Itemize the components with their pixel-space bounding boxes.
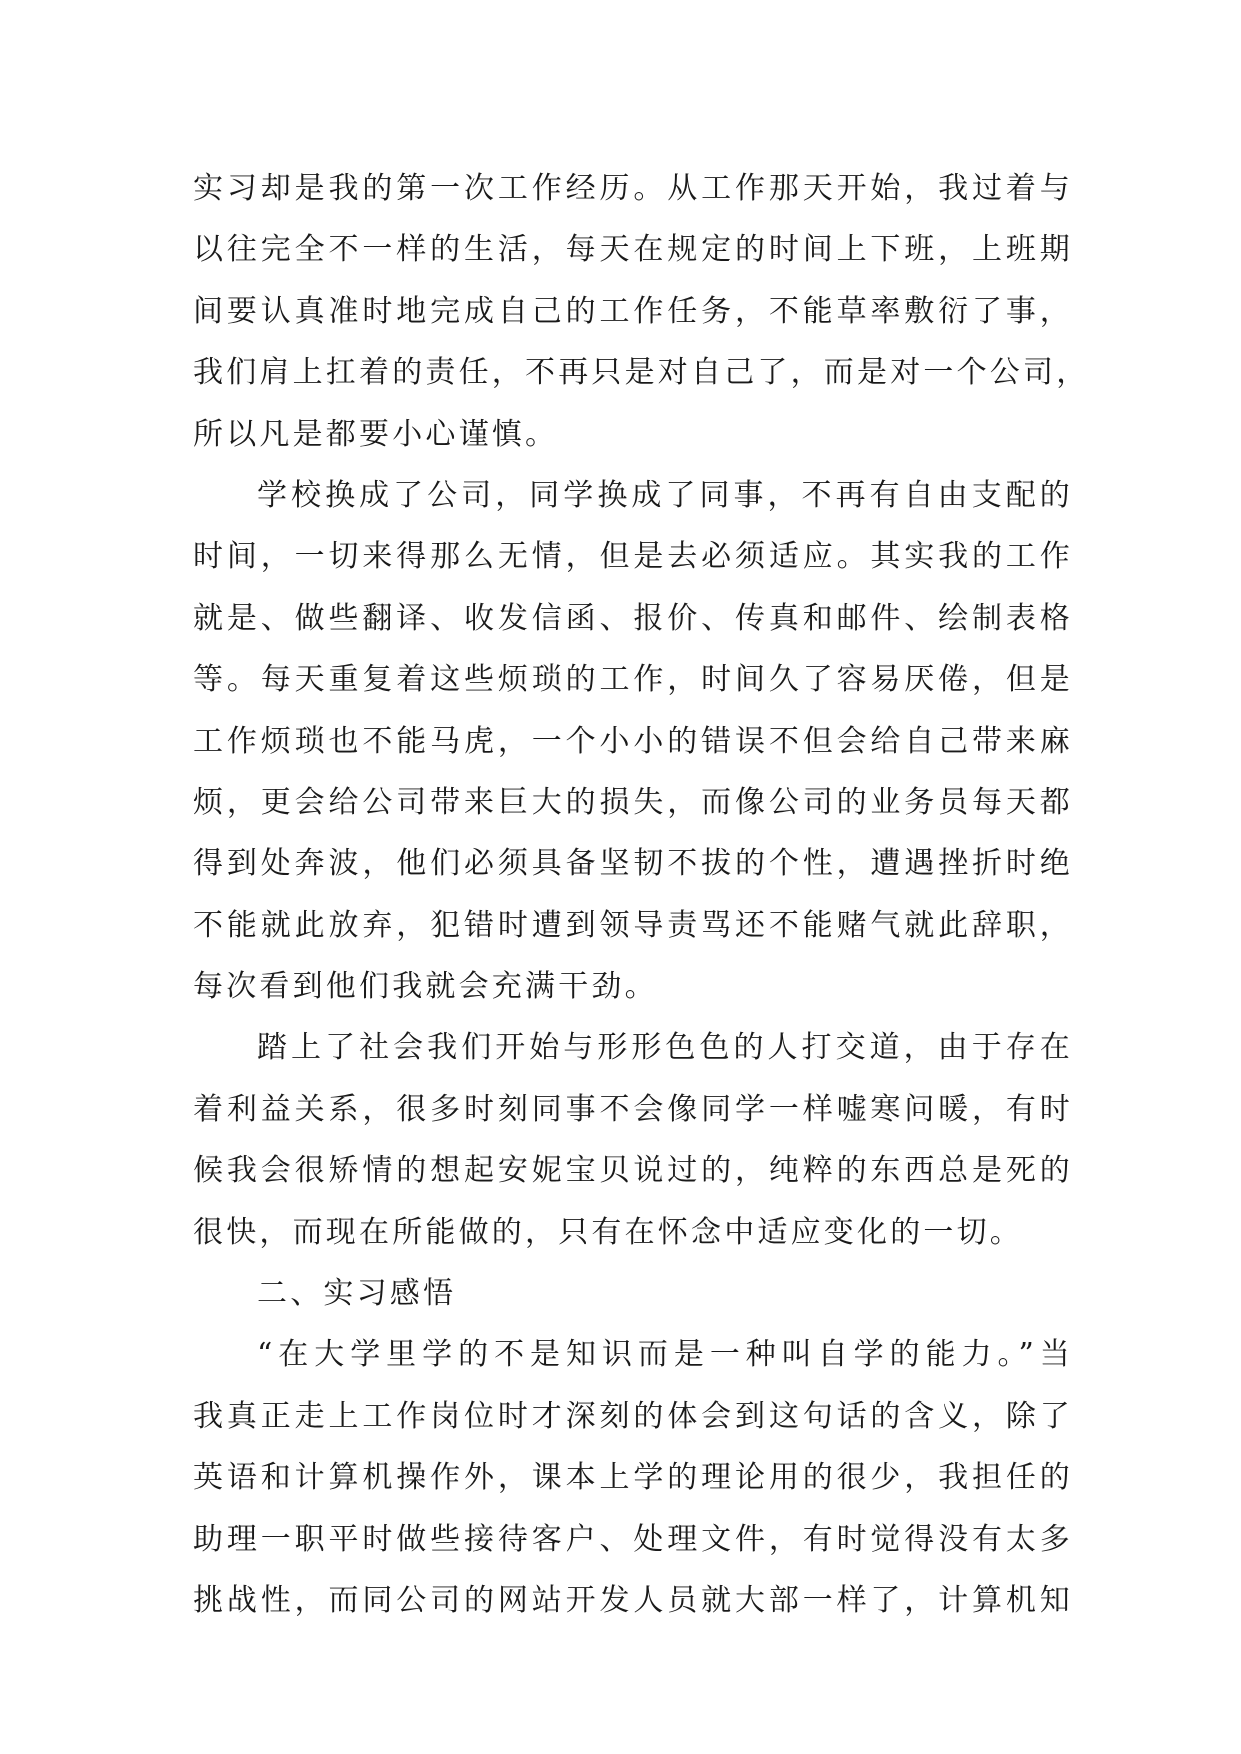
text-line: 候我会很矫情的想起安妮宝贝说过的，纯粹的东西总是死的 (193, 1153, 1073, 1189)
text-line: “在大学里学的不是知识而是一种叫自学的能力。”当 (257, 1337, 1073, 1373)
text-line: 学校换成了公司，同学换成了同事，不再有自由支配的 (257, 477, 1073, 513)
document-body (193, 158, 1090, 1631)
text-line: 以往完全不一样的生活，每天在规定的时间上下班，上班期 (193, 232, 1073, 268)
text-line: 时间，一切来得那么无情，但是去必须适应。其实我的工作 (193, 539, 1073, 575)
text-line: 等。每天重复着这些烦琐的工作，时间久了容易厌倦，但是 (193, 662, 1073, 698)
text-line: 英语和计算机操作外，课本上学的理论用的很少，我担任的 (193, 1460, 1073, 1496)
text-line: 着利益关系，很多时刻同事不会像同学一样嘘寒问暖，有时 (193, 1091, 1073, 1127)
text-line: 烦，更会给公司带来巨大的损失，而像公司的业务员每天都 (193, 784, 1073, 820)
text-line: 得到处奔波，他们必须具备坚韧不拔的个性，遭遇挫折时绝 (193, 846, 1073, 882)
text-line: 我们肩上扛着的责任，不再只是对自己了，而是对一个公司， (193, 355, 1090, 391)
text-line: 所以凡是都要小心谨慎。 (193, 416, 559, 452)
text-line: 就是、做些翻译、收发信函、报价、传真和邮件、绘制表格 (193, 600, 1073, 636)
text-line: 实习却是我的第一次工作经历。从工作那天开始，我过着与 (193, 171, 1073, 206)
text-line: 踏上了社会我们开始与形形色色的人打交道，由于存在 (257, 1030, 1073, 1066)
text-line: 助理一职平时做些接待客户、处理文件，有时觉得没有太多 (193, 1521, 1073, 1557)
text-line: 工作烦琐也不能马虎，一个小小的错误不但会给自己带来麻 (193, 723, 1073, 759)
text-line: 很快，而现在所能做的，只有在怀念中适应变化的一切。 (193, 1214, 1023, 1250)
text-line: 我真正走上工作岗位时才深刻的体会到这句话的含义，除了 (193, 1398, 1073, 1434)
text-line: 不能就此放弃，犯错时遭到领导责骂还不能赌气就此辞职， (193, 907, 1073, 943)
text-line: 每次看到他们我就会充满干劲。 (193, 969, 658, 1005)
text-line: 间要认真准时地完成自己的工作任务，不能草率敷衍了事， (193, 293, 1073, 329)
text-line: 挑战性，而同公司的网站开发人员就大部一样了，计算机知 (193, 1582, 1073, 1618)
text-line: 二、实习感悟 (257, 1276, 457, 1312)
